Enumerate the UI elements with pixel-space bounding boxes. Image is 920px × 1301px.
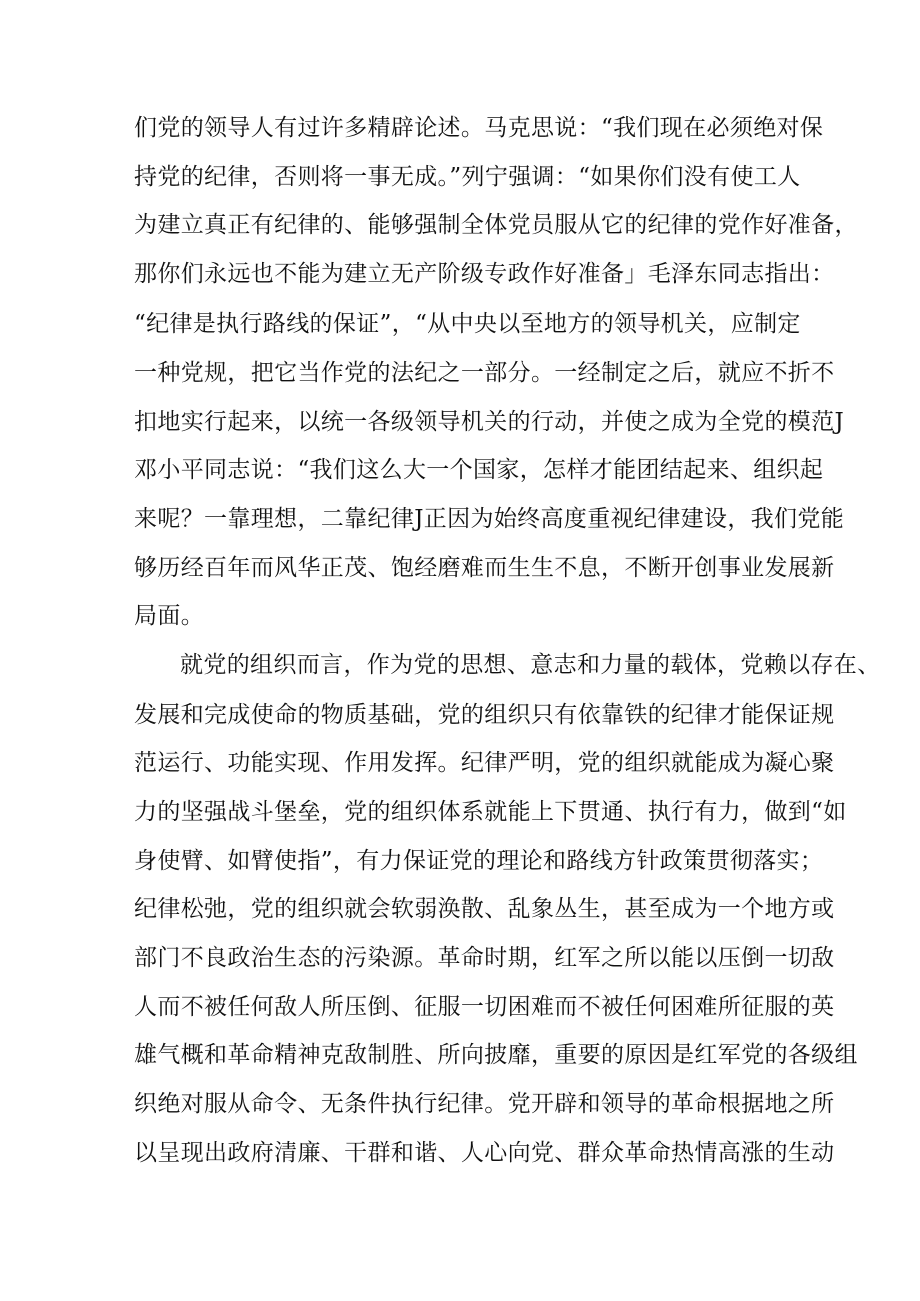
text-line: 身使臂、如臂使指”，有力保证党的理论和路线方针政策贯彻落实； [134, 848, 824, 874]
text-line: 够历经百年而风华正茂、饱经磨难而生生不息，不断开创事业发展新 [134, 555, 835, 581]
text-line: 邓小平同志说：“我们这么大一个国家，怎样才能团结起来、组织起 [134, 457, 824, 483]
text-line: 力的坚强战斗堡垒，党的组织体系就能上下贯通、执行有力，做到“如 [134, 799, 847, 825]
text-line: 以呈现出政府清廉、干群和谐、人心向党、群众革命热情高涨的生动 [134, 1140, 835, 1166]
text-line: 人而不被任何敌人所压倒、征服一切困难而不被任何困难所征服的英 [134, 994, 835, 1020]
text-line: 扣地实行起来，以统一各级领导机关的行动，并使之成为全党的模范J [134, 409, 845, 435]
text-line: 们党的领导人有过许多精辟论述。马克思说：“我们现在必须绝对保 [134, 115, 824, 141]
text-line: 那你们永远也不能为建立无产阶级专政作好准备」毛泽东同志指出： [134, 261, 835, 287]
text-line: 织绝对服从命令、无条件执行纪律。党开辟和领导的革命根据地之所 [134, 1091, 835, 1117]
text-line: 来呢？一靠理想，二靠纪律J正因为始终高度重视纪律建设，我们党能 [134, 506, 845, 532]
text-line: 雄气概和革命精神克敌制胜、所向披靡，重要的原因是红军党的各级组 [134, 1042, 858, 1068]
text-line: 一种党规，把它当作党的法纪之一部分。一经制定之后，就应不折不 [134, 360, 835, 386]
text-line: 局面。 [134, 603, 205, 629]
text-line: 持党的纪律，否则将一事无成。”列宁强调：“如果你们没有使工人 [134, 164, 801, 190]
text-line: 纪律松弛，党的组织就会软弱涣散、乱象丛生，甚至成为一个地方或 [134, 896, 835, 922]
text-line: 为建立真正有纪律的、能够强制全体党员服从它的纪律的党作好准备， [134, 212, 858, 238]
text-line: 部门不良政治生态的污染源。革命时期，红军之所以能以压倒一切敌 [134, 945, 835, 971]
text-line: 发展和完成使命的物质基础，党的组织只有依靠铁的纪律才能保证规 [134, 702, 835, 728]
text-line: 就党的组织而言，作为党的思想、意志和力量的载体，党赖以存在、 [180, 652, 881, 678]
text-line: “纪律是执行路线的保证”，“从中央以至地方的领导机关，应制定 [134, 311, 801, 337]
text-line: 范运行、功能实现、作用发挥。纪律严明，党的组织就能成为凝心聚 [134, 750, 835, 776]
